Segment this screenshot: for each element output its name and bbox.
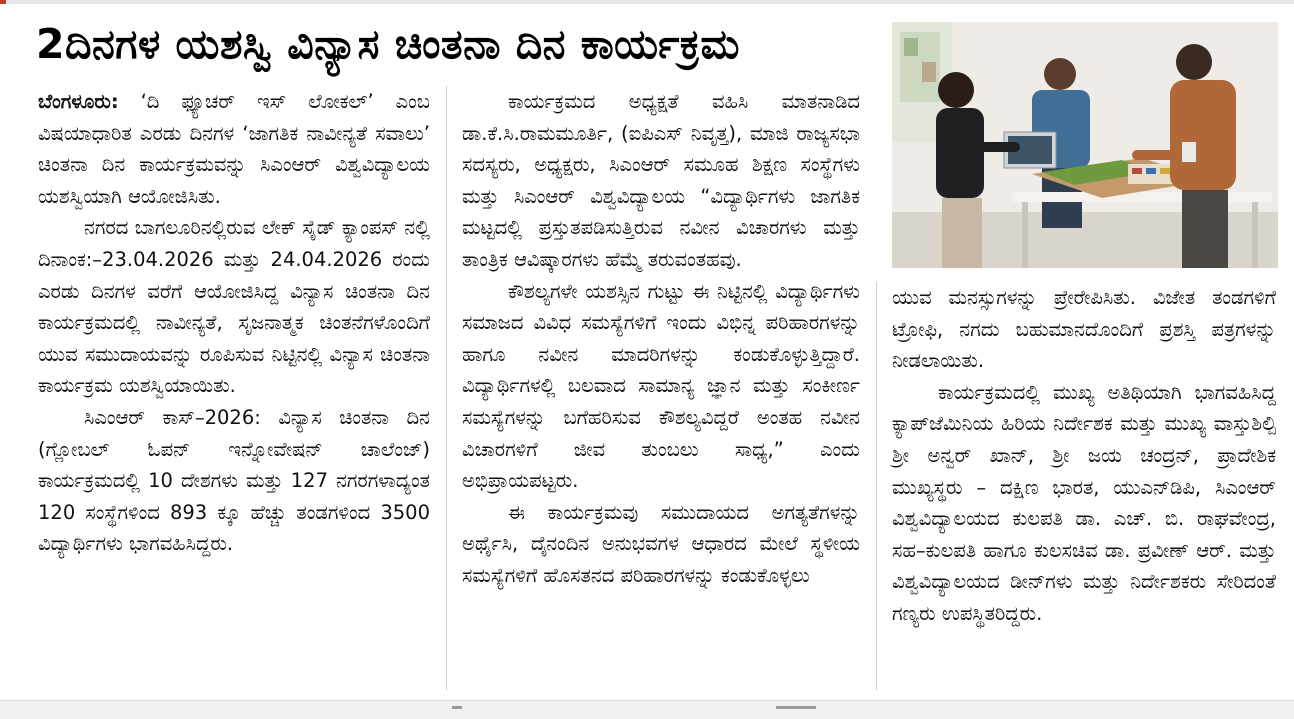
article-headline: 2ದಿನಗಳ ಯಶಸ್ವಿ ವಿನ್ಯಾಸ ಚಿಂತನಾ ದಿನ ಕಾರ್ಯಕ್ರಮ <box>36 20 740 68</box>
paragraph: ಕೌಶಲ್ಯಗಳೇ ಯಶಸ್ಸಿನ ಗುಟ್ಟು ಈ ನಿಟ್ಟಿನಲ್ಲಿ ವಿದ್ಯಾರ್ಥಿಗಳು ಸಮಾಜದ ವಿವಿಧ ಸಮಸ್ಯೆಗಳಿಗೆ ಇಂದು ವಿಭಿನ್ನ ಪರಿಹಾರಗಳನ್ನು ಹಾಗೂ ನವೀನ ಮಾದರಿಗಳನ್ನು ಕಂಡುಕೊಳ್ಳುತ್ತಿದ್ದಾರೆ. ವಿದ್ಯಾರ್ಥಿಗಳಲ್ಲಿ ಬಲವಾದ ಸಾಮಾನ್ಯ ಜ್ಞಾನ ಮತ್ತು ಸಂಕೀರ್ಣ ಸಮಸ್ಯೆಗಳನ್ನು ಬಗೆಹರಿಸುವ ಕೌಶಲ್ಯವಿದ್ದರೆ ಅಂತಹ ನವೀನ ವಿಚಾರಗಳಿಗೆ ಜೀವ ತುಂಬಲು ಸಾಧ್ಯ,” ಎಂದು ಅಭಿಪ್ರಾಯಪಟ್ಟರು. <box>462 279 860 493</box>
paragraph: ಕಾರ್ಯಕ್ರಮದ ಅಧ್ಯಕ್ಷತೆ ವಹಿಸಿ ಮಾತನಾಡಿದ ಡಾ.ಕೆ.ಸಿ.ರಾಮಮೂರ್ತಿ, (ಐಪಿಎಸ್ ನಿವೃತ್ತ), ಮಾಜಿ ರಾಜ್ಯಸಭಾ ಸದಸ್ಯರು, ಅಧ್ಯಕ್ಷರು, ಸಿಎಂಆರ್ ಸಮೂಹ ಶಿಕ್ಷಣ ಸಂಸ್ಥೆಗಳು ಮತ್ತು ಸಿಎಂಆರ್ ವಿಶ್ವವಿದ್ಯಾಲಯ “ವಿದ್ಯಾರ್ಥಿಗಳು ಜಾಗತಿಕ ಮಟ್ಟದಲ್ಲಿ ಪ್ರಸ್ತುತಪಡಿಸುತ್ತಿರುವ ನವೀನ ವಿಚಾರಗಳು ಮತ್ತು ತಾಂತ್ರಿಕ ಆವಿಷ್ಕಾರಗಳು ಹೆಮ್ಮೆ ತರುವಂತಹವು. <box>462 90 860 271</box>
page-top-rule <box>0 0 1294 4</box>
paragraph: ನಗರದ ಬಾಗಲೂರಿನಲ್ಲಿರುವ ಲೇಕ್ ಸೈಡ್ ಕ್ಯಾಂಪಸ್ ನಲ್ಲಿ ದಿನಾಂಕ:–23.04.2026 ಮತ್ತು 24.04.2026 ರಂದು ಎರಡು ದಿನಗಳ ವರೆಗೆ ಆಯೋಜಿಸಿದ್ದ ವಿನ್ಯಾಸ ಚಿಂತನಾ ದಿನ ಕಾರ್ಯಕ್ರಮದಲ್ಲಿ ನಾವೀನ್ಯತೆ, ಸೃಜನಾತ್ಮಕ ಚಿಂತನೆಗಳೊಂದಿಗೆ ಯುವ ಸಮುದಾಯವನ್ನು ರೂಪಿಸುವ ನಿಟ್ಟಿನಲ್ಲಿ ವಿನ್ಯಾಸ ಚಿಂತನಾ ಕಾರ್ಯಕ್ರಮ ಯಶಸ್ವಿಯಾಯಿತು. <box>38 216 430 398</box>
page-bottom-band <box>0 700 1294 719</box>
paragraph: ಈ ಕಾರ್ಯಕ್ರಮವು ಸಮುದಾಯದ ಅಗತ್ಯತೆಗಳನ್ನು ಅರ್ಥೈಸಿ, ದೈನಂದಿನ ಅನುಭವಗಳ ಆಧಾರದ ಮೇಲೆ ಸ್ಥಳೀಯ ಸಮಸ್ಯೆಗಳಿಗೆ ಹೊಸತನದ ಪರಿಹಾರಗಳನ್ನು ಕಂಡುಕೊಳ್ಳಲು <box>462 500 860 587</box>
event-photo-icon <box>892 22 1278 268</box>
column-divider <box>446 86 447 690</box>
article-column-1 <box>38 86 430 560</box>
paragraph <box>38 86 430 212</box>
column-divider <box>876 282 877 690</box>
paragraph: ಯುವ ಮನಸ್ಸುಗಳನ್ನು ಪ್ರೇರೇಪಿಸಿತು. ವಿಜೇತ ತಂಡಗಳಿಗೆ ಟ್ರೋಫಿ, ನಗದು ಬಹುಮಾನದೊಂದಿಗೆ ಪ್ರಶಸ್ತಿ ಪತ್ರಗಳನ್ನು ನೀಡಲಾಯಿತು. <box>892 286 1276 373</box>
paragraph: ಕಾರ್ಯಕ್ರಮದಲ್ಲಿ ಮುಖ್ಯ ಅತಿಥಿಯಾಗಿ ಭಾಗವಹಿಸಿದ್ದ ಕ್ಯಾಪ್‌ಜೆಮಿನಿಯ ಹಿರಿಯ ನಿರ್ದೇಶಕ ಮತ್ತು ಮುಖ್ಯ ವಾಸ್ತುಶಿಲ್ಪಿ ಶ್ರೀ ಅನ್ವರ್ ಖಾನ್, ಶ್ರೀ ಜಯ ಚಂದ್ರನ್, ಪ್ರಾದೇಶಿಕ ಮುಖ್ಯಸ್ಥರು – ದಕ್ಷಿಣ ಭಾರತ, ಯುಎನ್‌ಡಿಪಿ, ಸಿಎಂಆರ್ ವಿಶ್ವವಿದ್ಯಾಲಯದ ಕುಲಪತಿ ಡಾ. ಎಚ್. ಬಿ. ರಾಘವೇಂದ್ರ, ಸಹ–ಕುಲಪತಿ ಹಾಗೂ ಕುಲಸಚಿವ ಡಾ. ಪ್ರವೀಣ್ ಆರ್. ಮತ್ತು ವಿಶ್ವವಿದ್ಯಾಲಯದ ಡೀನ್‌ಗಳು ಮತ್ತು ನಿರ್ದೇಶಕರು ಸೇರಿದಂತೆ ಗಣ್ಯರು ಉಪಸ್ಥಿತರಿದ್ದರು. <box>892 380 1276 625</box>
dateline: ಬೆಂಗಳೂರು: <box>38 90 119 113</box>
paragraph: ಸಿಎಂಆರ್ ಕಾಸ್–2026: ವಿನ್ಯಾಸ ಚಿಂತನಾ ದಿನ (ಗ್ಲೋಬಲ್ ಓಪನ್ ಇನ್ನೋವೇಷನ್ ಚಾಲೆಂಜ್) ಕಾರ್ಯಕ್ರಮದಲ್ಲಿ 10 ದೇಶಗಳು ಮತ್ತು 127 ನಗರಗಳಾದ್ಯಂತ 120 ಸಂಸ್ಥೆಗಳಿಂದ 893 ಕ್ಕೂ ಹೆಚ್ಚು ತಂಡಗಳಿಂದ 3500 ವಿದ್ಯಾರ್ಥಿಗಳು ಭಾಗವಹಿಸಿದ್ದರು. <box>38 405 430 556</box>
article-column-2 <box>462 86 860 592</box>
page-footer-mark <box>776 706 816 709</box>
article-column-3 <box>892 282 1276 630</box>
event-photo <box>892 22 1278 268</box>
page-footer-mark <box>452 706 462 709</box>
page-top-accent <box>0 0 6 4</box>
paragraph-text: ‘ದಿ ಫ್ಯೂಚರ್ ಇಸ್ ಲೋಕಲ್’ ಎಂಬ ವಿಷಯಾಧಾರಿತ ಎರಡು ದಿನಗಳ ‘ಜಾಗತಿಕ ನಾವೀನ್ಯತೆ ಸವಾಲು’ ಚಿಂತನಾ ದಿನ ಕಾರ್ಯಕ್ರಮವನ್ನು ಸಿಎಂಆರ್ ವಿಶ್ವವಿದ್ಯಾಲಯ ಯಶಸ್ವಿಯಾಗಿ ಆಯೋಜಿಸಿತು. <box>38 90 431 208</box>
